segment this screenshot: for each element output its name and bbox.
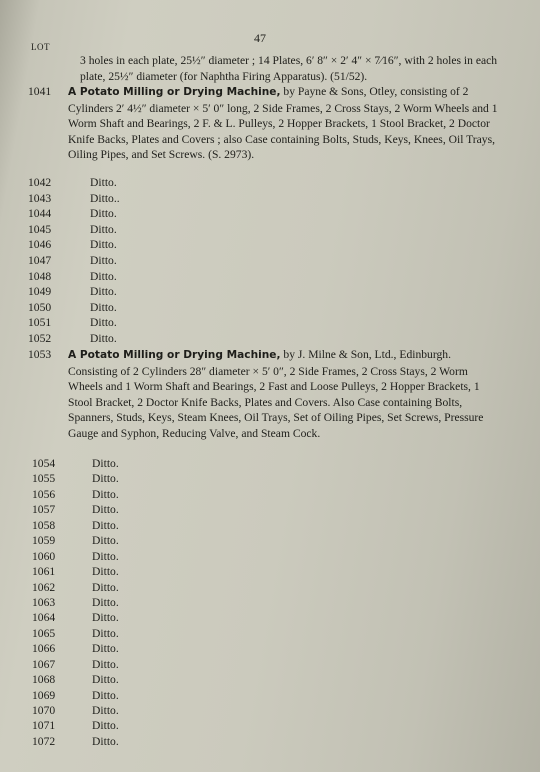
lot-row bbox=[28, 487, 228, 502]
ditto-text: Ditto. bbox=[92, 518, 119, 532]
lot-row bbox=[28, 237, 228, 253]
lot-number: 1060 bbox=[32, 549, 56, 563]
lot-number: 1055 bbox=[32, 472, 56, 486]
ditto-list-1042-1052 bbox=[28, 175, 228, 347]
lot-number: 1064 bbox=[32, 611, 56, 625]
continued-description: 3 holes in each plate, 25½″ diameter ; 14 Plates, 6′ 8″ × 2′ 4″ × 7⁄16″, with 2 holes in each plate, 25½″ diameter (for Naphtha Firing Apparatus). (51/52). bbox=[80, 54, 498, 83]
lot-number: 1043 bbox=[28, 191, 52, 205]
lot-number: 1049 bbox=[28, 285, 52, 299]
lot-row bbox=[28, 610, 228, 625]
ditto-text: Ditto. bbox=[92, 472, 119, 486]
ditto-text: Ditto. bbox=[92, 673, 119, 687]
ditto-text: Ditto. bbox=[92, 719, 119, 733]
lot-number: 1046 bbox=[28, 238, 52, 252]
lot-description bbox=[68, 84, 503, 163]
ditto-text: Ditto. bbox=[92, 611, 119, 625]
lot-title: A Potato Milling or Drying Machine, bbox=[68, 86, 281, 98]
lot-number: 1054 bbox=[32, 457, 56, 470]
lot-row bbox=[28, 595, 228, 610]
lot-number: 1061 bbox=[32, 565, 56, 579]
page-number: 47 bbox=[254, 31, 266, 45]
ditto-text: Ditto. bbox=[90, 222, 117, 236]
ditto-text: Ditto. bbox=[92, 626, 119, 640]
ditto-text: Ditto. bbox=[90, 176, 117, 189]
lot-row bbox=[28, 206, 228, 222]
lot-row bbox=[28, 253, 228, 269]
lot-number: 1059 bbox=[32, 534, 56, 548]
lot-row bbox=[28, 657, 228, 672]
ditto-text: Ditto. bbox=[90, 238, 117, 252]
lot-number: 1057 bbox=[32, 503, 56, 517]
lot-number: 1071 bbox=[32, 719, 56, 733]
lot-row bbox=[28, 518, 228, 533]
lot-column-heading: LOT bbox=[31, 42, 50, 52]
ditto-list-1054-1072 bbox=[28, 456, 228, 749]
lot-row bbox=[28, 580, 228, 595]
lot-number: 1044 bbox=[28, 207, 52, 221]
lot-entry-1053 bbox=[28, 347, 503, 441]
ditto-text: Ditto. bbox=[90, 253, 117, 267]
lot-number: 1053 bbox=[28, 348, 52, 361]
ditto-text: Ditto. bbox=[90, 300, 117, 314]
lot-row bbox=[28, 533, 228, 548]
ditto-text: Ditto. bbox=[92, 549, 119, 563]
lot-number: 1042 bbox=[28, 176, 52, 189]
lot-row bbox=[28, 626, 228, 641]
lot-description bbox=[68, 347, 503, 441]
lot-row bbox=[28, 471, 228, 486]
ditto-text: Ditto.. bbox=[90, 191, 120, 205]
ditto-text: Ditto. bbox=[90, 285, 117, 299]
ditto-text: Ditto. bbox=[92, 595, 119, 609]
ditto-text: Ditto. bbox=[92, 503, 119, 517]
ditto-text: Ditto. bbox=[92, 580, 119, 594]
ditto-text: Ditto. bbox=[92, 565, 119, 579]
lot-number: 1072 bbox=[32, 734, 56, 748]
lot-number: 1067 bbox=[32, 657, 56, 671]
lot-row bbox=[28, 331, 228, 347]
lot-number: 1069 bbox=[32, 688, 56, 702]
lot-number: 1052 bbox=[28, 331, 52, 345]
ditto-text: Ditto. bbox=[92, 487, 119, 501]
lot-row bbox=[28, 688, 228, 703]
lot-row bbox=[28, 641, 228, 656]
lot-row bbox=[28, 718, 228, 733]
lot-number: 1070 bbox=[32, 704, 56, 717]
ditto-text: Ditto. bbox=[92, 642, 119, 656]
ditto-text: Ditto. bbox=[92, 734, 119, 748]
ditto-text: Ditto. bbox=[92, 704, 119, 717]
lot-number: 1050 bbox=[28, 300, 52, 314]
lot-row bbox=[28, 502, 228, 517]
ditto-text: Ditto. bbox=[92, 457, 119, 470]
lot-title: A Potato Milling or Drying Machine, bbox=[68, 349, 281, 361]
lot-number: 1068 bbox=[32, 673, 56, 687]
lot-entry-1041 bbox=[28, 84, 503, 163]
ditto-text: Ditto. bbox=[90, 331, 117, 345]
lot-number: 1056 bbox=[32, 487, 56, 501]
lot-row bbox=[28, 269, 228, 285]
ditto-text: Ditto. bbox=[90, 207, 117, 221]
lot-row bbox=[28, 734, 228, 749]
lot-number: 1047 bbox=[28, 253, 52, 267]
lot-details: by J. Milne & Son, Ltd., Edinburgh. Consisting of 2 Cylinders 28″ diameter × 5′ 0″, 2 Side Frames, 2 Cross Stays, 2 Worm Wheels and 1 Worm Shaft and Bearings, 2 Fast and Loose Pulleys, 2 Hopper Brackets, 1 Stool Bracket, 2 Doctor Knife Backs, Plates and Covers. Also Case containing Bolts, Spanners, Studs, Keys, Steam Knees, Oil Trays, Set of Oiling Pipes, Set Screws, Pressure Gauge and Syphon, Reducing Valve, and Steam Cock. bbox=[68, 348, 484, 440]
ditto-text: Ditto. bbox=[92, 534, 119, 548]
lot-row bbox=[28, 191, 228, 207]
lot-number: 1063 bbox=[32, 595, 56, 609]
lot-number: 1062 bbox=[32, 580, 56, 594]
ditto-text: Ditto. bbox=[92, 657, 119, 671]
lot-number: 1065 bbox=[32, 626, 56, 640]
lot-number: 1045 bbox=[28, 222, 52, 236]
lot-row bbox=[28, 564, 228, 579]
lot-number: 1041 bbox=[28, 85, 52, 98]
ditto-text: Ditto. bbox=[92, 688, 119, 702]
lot-row bbox=[28, 672, 228, 687]
lot-number: 1058 bbox=[32, 518, 56, 532]
lot-row bbox=[28, 549, 228, 564]
lot-row bbox=[28, 300, 228, 316]
lot-details: by Payne & Sons, Otley, consisting of 2 Cylinders 2′ 4½″ diameter × 5′ 0″ long, 2 Side Frames, 2 Cross Stays, 2 Worm Wheels and 1 Worm Shaft and Bearings, 2 F. & L. Pulleys, 2 Hopper Brackets, 1 Stool Bracket, 2 Doctor Knife Backs, Plates and Covers ; also Case containing Bolts, Studs, Keys, Knees, Oil Trays, Oiling Pipes, and Set Screws. (S. 2973). bbox=[68, 85, 498, 161]
lot-number: 1051 bbox=[28, 316, 52, 330]
lot-row bbox=[28, 703, 228, 718]
lot-row bbox=[28, 175, 228, 191]
lot-number: 1066 bbox=[32, 642, 56, 656]
ditto-text: Ditto. bbox=[90, 316, 117, 330]
lot-row bbox=[28, 315, 228, 331]
ditto-text: Ditto. bbox=[90, 269, 117, 283]
lot-row bbox=[28, 284, 228, 300]
lot-row bbox=[28, 456, 228, 471]
lot-number: 1048 bbox=[28, 269, 52, 283]
lot-row bbox=[28, 222, 228, 238]
